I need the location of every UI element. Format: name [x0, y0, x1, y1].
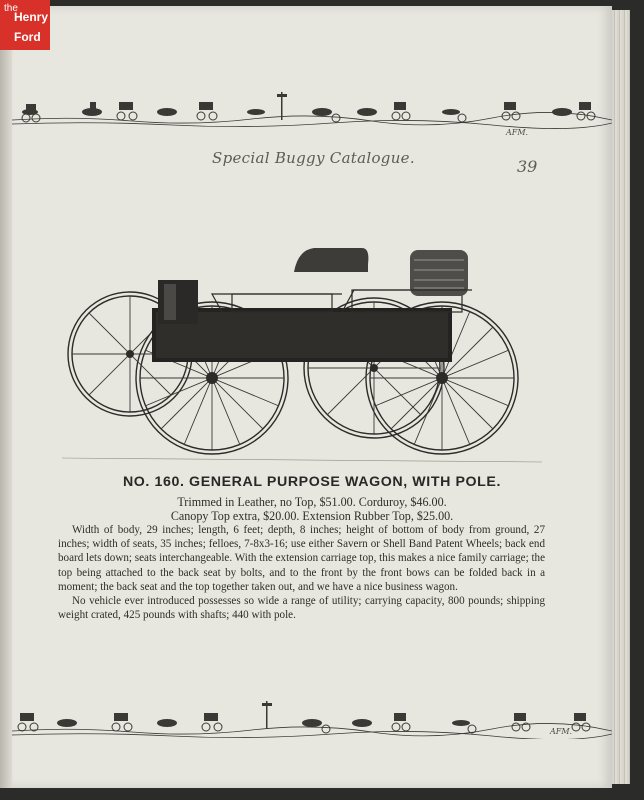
page-edge	[612, 10, 630, 784]
border-signature: AFM.	[550, 727, 573, 736]
logo-ford: Ford	[14, 30, 41, 44]
henry-ford-logo	[0, 0, 50, 50]
catalogue-page	[12, 6, 612, 788]
description-paragraph: No vehicle ever introduced possesses so wide a range of utility; carrying capacity, 800 pounds; shipping weight crated, 425 pounds with shafts; 440 with pole.	[58, 595, 545, 622]
border-signature: AFM.	[506, 128, 529, 137]
decorative-border-top	[12, 90, 612, 137]
description	[58, 523, 545, 622]
wagon-illustration	[62, 236, 542, 471]
logo-henry: Henry	[14, 10, 49, 24]
description-paragraph: Width of body, 29 inches; length, 6 feet; depth, 8 inches; height of bottom of body from ground, 27 inches; width of seats, 35 inches; felloes, 7-8x3-16; use either Savern or Shell Band Patent Wheels; back end board lets down; seats interchangeable. With the extension carriage top, this makes a nice family carriage; the top being attached to the back seat by bolts, and to the front by the front bows can be folded back in a moment; the back seat and the top together taken out, and we have a nice business wagon.	[58, 524, 545, 593]
entry-title: NO. 160. GENERAL PURPOSE WAGON, WITH POLE.	[122, 474, 502, 490]
logo-the: the	[4, 3, 18, 14]
price-line-1: Trimmed in Leather, no Top, $51.00. Corduroy, $46.00.	[177, 495, 447, 509]
price-line-2: Canopy Top extra, $20.00. Extension Rubber Top, $25.00.	[170, 509, 454, 523]
running-title: Special Buggy Catalogue.	[212, 149, 415, 167]
decorative-border-bottom	[12, 699, 612, 739]
book-gutter	[0, 6, 12, 788]
page-number: 39	[517, 157, 538, 176]
